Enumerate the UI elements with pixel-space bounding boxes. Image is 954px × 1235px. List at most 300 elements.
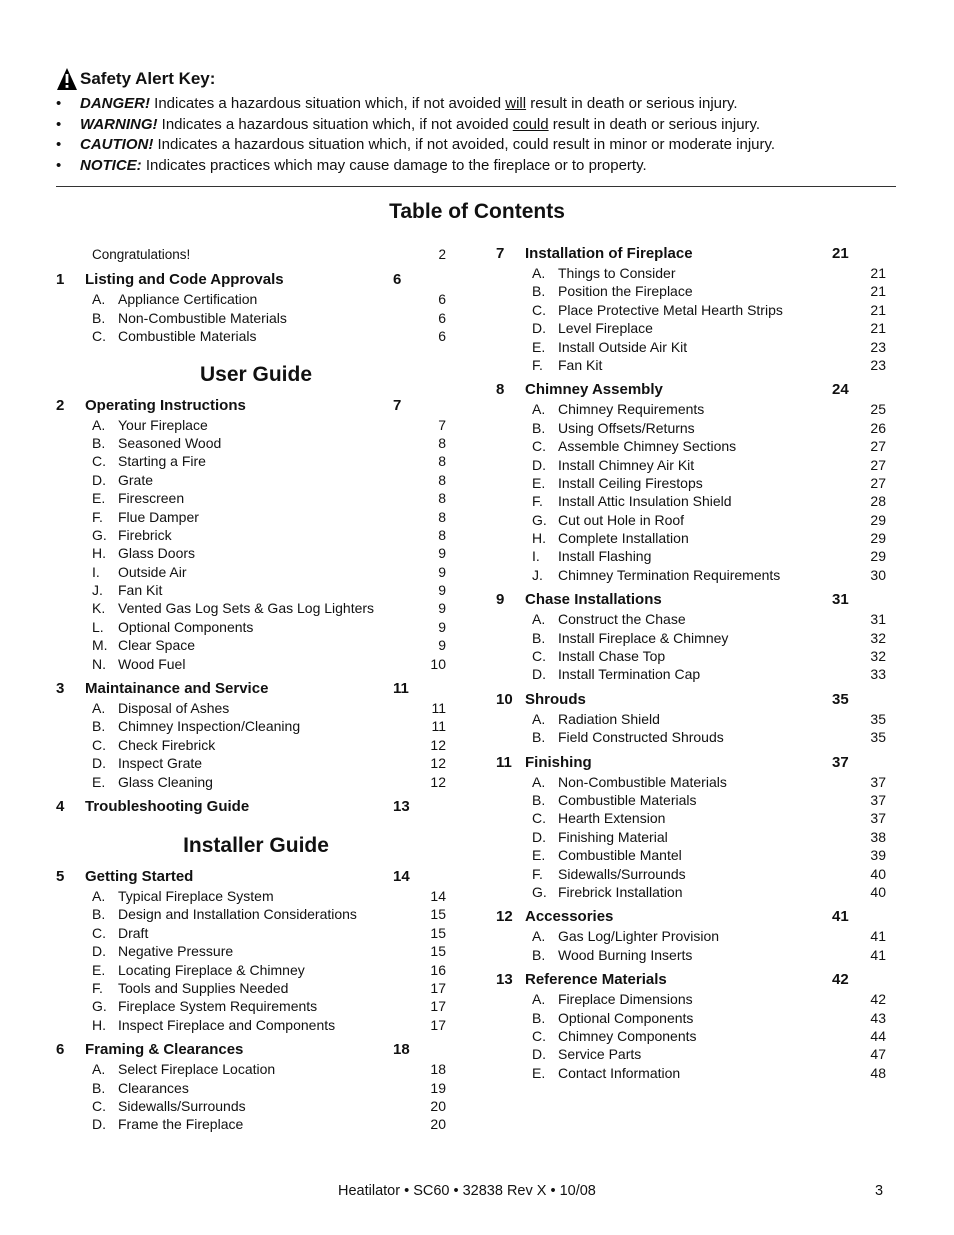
toc-subentry[interactable] xyxy=(496,338,888,356)
toc-subentry-label: Complete Installation xyxy=(558,530,689,547)
toc-page-number: 48 xyxy=(870,1064,886,1081)
toc-subentry-label: Starting a Fire xyxy=(118,453,206,470)
alert-term: WARNING! xyxy=(80,115,158,133)
alert-text-end: result in death or serious injury. xyxy=(548,115,761,133)
toc-page-number: 13 xyxy=(393,797,410,815)
toc-page-number: 10 xyxy=(430,655,446,672)
toc-page-number: 12 xyxy=(430,736,446,753)
toc-section-9[interactable] xyxy=(496,590,888,610)
toc-subentry[interactable] xyxy=(56,905,448,923)
toc-subentry[interactable] xyxy=(56,961,448,979)
toc-section-number: 3 xyxy=(56,680,65,698)
toc-subentry[interactable] xyxy=(496,1027,888,1045)
toc-subentry[interactable] xyxy=(56,1016,448,1034)
toc-subentry-letter: B. xyxy=(532,629,546,646)
toc-left-column xyxy=(56,246,448,1134)
toc-subentry-label: Chimney Components xyxy=(558,1027,697,1044)
toc-subentry-label: Sidewalls/Surrounds xyxy=(558,865,686,882)
toc-subentry[interactable] xyxy=(56,736,448,754)
toc-section-number: 6 xyxy=(56,1041,65,1059)
toc-subentry[interactable] xyxy=(496,456,888,474)
toc-section-7[interactable] xyxy=(496,244,888,264)
toc-section-number: 1 xyxy=(56,271,65,289)
toc-subentry[interactable] xyxy=(496,529,888,547)
toc-subentry-label: Chimney Inspection/Cleaning xyxy=(118,718,301,735)
toc-page-number: 28 xyxy=(870,493,886,510)
toc-section-label: Installation of Fireplace xyxy=(525,245,693,262)
toc-subentry[interactable] xyxy=(496,264,888,282)
toc-subentry[interactable] xyxy=(496,728,888,746)
toc-subentry-letter: C. xyxy=(92,1097,106,1114)
toc-section-label: Accessories xyxy=(525,908,614,926)
toc-subentry-label: Firescreen xyxy=(118,490,185,507)
toc-subentry[interactable] xyxy=(496,282,888,300)
toc-page-number: 29 xyxy=(870,530,886,547)
toc-subentry-label: Sidewalls/Surrounds xyxy=(118,1097,246,1114)
safety-alert-item xyxy=(56,156,896,177)
toc-subentry[interactable] xyxy=(56,1115,448,1133)
toc-subentry-letter: D. xyxy=(532,320,546,337)
toc-subentry-label: Radiation Shield xyxy=(558,710,660,727)
toc-subentry-letter: I. xyxy=(532,548,540,565)
toc-subentry-label: Install Termination Cap xyxy=(558,666,701,683)
toc-subentry-letter: B. xyxy=(532,283,546,300)
toc-page-number: 37 xyxy=(870,810,886,827)
toc-page-number: 37 xyxy=(832,753,849,771)
toc-page-number: 23 xyxy=(870,338,886,355)
toc-subentry[interactable] xyxy=(496,474,888,492)
toc-subentry-letter: A. xyxy=(92,291,106,308)
toc-page-number: 2 xyxy=(438,247,446,262)
toc-subentry-letter: A. xyxy=(532,611,546,628)
toc-subentry-label: Typical Fireplace System xyxy=(118,887,274,904)
toc-subentry[interactable] xyxy=(496,927,888,945)
toc-page-number: 6 xyxy=(438,309,446,326)
toc-subentry[interactable] xyxy=(496,647,888,665)
toc-subentry[interactable] xyxy=(496,665,888,683)
toc-subentry-label: Install Flashing xyxy=(558,548,652,565)
toc-subentry-label: Install Attic Insulation Shield xyxy=(558,493,732,510)
toc-subentry-label: Non-Combustible Materials xyxy=(558,773,727,790)
bullet: • xyxy=(56,136,62,153)
footer-text: Heatilator • SC60 • 32838 Rev X • 10/08 xyxy=(338,1183,596,1199)
toc-section-number: 7 xyxy=(496,245,505,262)
toc-subentry-label: Locating Fireplace & Chimney xyxy=(118,961,305,978)
toc-page-number: 8 xyxy=(438,434,446,451)
toc-subentry-letter: E. xyxy=(532,847,546,864)
toc-page-number: 43 xyxy=(870,1009,886,1026)
toc-subentry[interactable] xyxy=(496,883,888,901)
toc-subentry-letter: H. xyxy=(92,1016,106,1033)
toc-subentry[interactable] xyxy=(496,990,888,1008)
toc-subentry-letter: F. xyxy=(532,493,543,510)
toc-page-number: 30 xyxy=(870,566,886,583)
toc-subentry-letter: D. xyxy=(532,456,546,473)
toc-section-number: 11 xyxy=(496,753,512,771)
toc-section-13[interactable] xyxy=(496,970,888,990)
toc-subentry-letter: C. xyxy=(92,328,106,345)
toc-subentry-label: Wood Fuel xyxy=(118,655,186,672)
toc-page-number: 8 xyxy=(438,508,446,525)
toc-subentry-label: Optional Components xyxy=(558,1009,694,1026)
toc-subentry-label: Chimney Termination Requirements xyxy=(558,566,781,583)
toc-page-number: 37 xyxy=(870,773,886,790)
toc-section-12[interactable] xyxy=(496,907,888,927)
toc-subentry[interactable] xyxy=(496,846,888,864)
toc-subentry-label: Service Parts xyxy=(558,1046,642,1063)
toc-page-number: 21 xyxy=(832,245,849,262)
toc-subentry-letter: A. xyxy=(532,773,546,790)
safety-alert-item xyxy=(56,94,896,115)
toc-subentry[interactable] xyxy=(496,946,888,964)
toc-subentry-label: Grate xyxy=(118,471,154,488)
toc-subentry[interactable] xyxy=(56,416,448,434)
toc-subentry-letter: G. xyxy=(532,511,547,528)
toc-page-number: 27 xyxy=(870,438,886,455)
toc-section-3[interactable] xyxy=(56,679,448,699)
toc-subentry[interactable] xyxy=(496,400,888,418)
toc-subentry-letter: E. xyxy=(532,338,546,355)
toc-subentry[interactable] xyxy=(496,1064,888,1082)
toc-subentry-letter: C. xyxy=(532,438,546,455)
toc-page-number: 25 xyxy=(870,401,886,418)
toc-subentry-letter: A. xyxy=(532,265,546,281)
toc-subentry-letter: B. xyxy=(92,906,106,923)
toc-section-label: Operating Instructions xyxy=(85,396,246,414)
toc-page-number: 8 xyxy=(438,490,446,507)
toc-subentry-label: Firebrick xyxy=(118,526,172,543)
toc-subentry-label: Combustible Materials xyxy=(558,791,697,808)
toc-subentry-label: Install Chase Top xyxy=(558,648,666,665)
alert-text: Indicates a hazardous situation which, if not avoided xyxy=(161,115,513,133)
toc-subentry[interactable] xyxy=(56,717,448,735)
toc-subentry-label: Contact Information xyxy=(558,1064,681,1081)
toc-page-number: 6 xyxy=(393,271,402,289)
toc-page-number: 23 xyxy=(870,356,886,373)
toc-subentry-label: Fan Kit xyxy=(558,356,603,373)
toc-subentry-letter: D. xyxy=(92,943,106,960)
toc-subentry-label: Check Firebrick xyxy=(118,736,216,753)
toc-subentry-letter: B. xyxy=(92,718,106,735)
toc-subentry-label: Construct the Chase xyxy=(558,611,686,628)
toc-section-label: Listing and Code Approvals xyxy=(85,271,284,289)
toc-subentry-label: Place Protective Metal Hearth Strips xyxy=(558,301,783,318)
toc-page-number: 32 xyxy=(870,648,886,665)
toc-subentry-letter: C. xyxy=(92,453,106,470)
safety-alert-item xyxy=(56,115,896,136)
toc-subentry[interactable] xyxy=(496,809,888,827)
toc-subentry-label: Seasoned Wood xyxy=(118,434,222,451)
toc-subentry[interactable] xyxy=(496,791,888,809)
toc-section-6[interactable] xyxy=(56,1040,448,1060)
toc-section-5[interactable] xyxy=(56,867,448,887)
toc-section-number: 13 xyxy=(496,971,513,989)
toc-subentry-letter: N. xyxy=(92,655,106,672)
toc-subentry[interactable] xyxy=(56,290,448,308)
toc-section-number: 8 xyxy=(496,381,505,399)
toc-section-label: Chimney Assembly xyxy=(525,381,663,399)
toc-subentry-letter: A. xyxy=(92,887,106,904)
toc-subentry[interactable] xyxy=(56,544,448,562)
toc-subentry-label: Frame the Fireplace xyxy=(118,1116,244,1133)
toc-section-10[interactable] xyxy=(496,690,888,710)
toc-subentry[interactable] xyxy=(56,924,448,942)
toc-subentry-letter: C. xyxy=(92,924,106,941)
warning-triangle-icon xyxy=(56,66,78,92)
toc-subentry-label: Install Outside Air Kit xyxy=(558,338,688,355)
toc-page-number: 15 xyxy=(430,924,446,941)
toc-subentry-letter: M. xyxy=(92,637,108,654)
toc-page-number: 42 xyxy=(870,991,886,1008)
toc-subentry[interactable] xyxy=(496,629,888,647)
toc-subentry-label: Clearances xyxy=(118,1079,189,1096)
toc-subentry[interactable] xyxy=(56,1060,448,1078)
toc-subentry-label: Select Fireplace Location xyxy=(118,1061,276,1078)
toc-subentry-letter: B. xyxy=(532,946,546,963)
toc-page-number: 11 xyxy=(431,700,446,717)
toc-subentry-label: Optional Components xyxy=(118,618,254,635)
toc-subentry-label: Inspect Grate xyxy=(118,755,203,772)
toc-subentry[interactable] xyxy=(496,865,888,883)
toc-subentry[interactable] xyxy=(56,508,448,526)
toc-subentry-letter: D. xyxy=(92,471,106,488)
toc-subentry[interactable] xyxy=(496,610,888,628)
toc-page-number: 9 xyxy=(438,600,446,617)
toc-subentry-letter: F. xyxy=(92,508,103,525)
toc-subentry[interactable] xyxy=(496,773,888,791)
toc-page-number: 21 xyxy=(870,265,886,281)
toc-section-number: 4 xyxy=(56,797,65,815)
toc-entry-label: Congratulations! xyxy=(92,247,191,262)
alert-text-end: result in death or serious injury. xyxy=(526,95,738,112)
toc-subentry-label: Gas Log/Lighter Provision xyxy=(558,928,720,945)
toc-right-column xyxy=(496,244,888,1082)
toc-page-number: 9 xyxy=(438,582,446,599)
toc-subentry-letter: D. xyxy=(92,1116,106,1133)
toc-subentry[interactable] xyxy=(56,773,448,791)
toc-page-number: 29 xyxy=(870,548,886,565)
toc-page-number: 12 xyxy=(430,773,446,790)
toc-subentry[interactable] xyxy=(56,581,448,599)
toc-subentry-letter: K. xyxy=(92,600,106,617)
toc-page-number: 21 xyxy=(870,301,886,318)
toc-page-number: 7 xyxy=(438,416,446,433)
toc-page-number: 15 xyxy=(430,943,446,960)
toc-subentry-letter: C. xyxy=(532,301,546,318)
toc-subentry[interactable] xyxy=(496,511,888,529)
toc-page-number: 33 xyxy=(870,666,886,683)
alert-term: DANGER! xyxy=(80,95,150,112)
guide-heading: User Guide xyxy=(199,362,313,386)
toc-subentry[interactable] xyxy=(496,437,888,455)
toc-subentry[interactable] xyxy=(496,301,888,319)
toc-section-number: 10 xyxy=(496,690,513,708)
toc-subentry[interactable] xyxy=(496,356,888,374)
toc-subentry[interactable] xyxy=(56,887,448,905)
toc-subentry-letter: C. xyxy=(532,648,546,665)
toc-subentry-letter: J. xyxy=(92,582,103,599)
toc-page-number: 19 xyxy=(430,1079,446,1096)
toc-section-number: 12 xyxy=(496,908,513,926)
toc-page-number: 35 xyxy=(870,710,886,727)
toc-page-number: 41 xyxy=(870,946,886,963)
toc-subentry[interactable] xyxy=(56,1097,448,1115)
toc-subentry[interactable] xyxy=(496,492,888,510)
toc-subentry-letter: G. xyxy=(532,883,547,900)
toc-page-number: 7 xyxy=(393,396,402,414)
toc-subentry[interactable] xyxy=(496,319,888,337)
toc-subentry[interactable] xyxy=(56,655,448,673)
safety-alert-title-row xyxy=(56,66,896,92)
guide-heading: Installer Guide xyxy=(183,833,329,857)
toc-subentry[interactable] xyxy=(496,419,888,437)
toc-page-number: 8 xyxy=(438,526,446,543)
toc-subentry-label: Appliance Certification xyxy=(118,291,258,308)
toc-section-label: Framing & Clearances xyxy=(85,1041,244,1059)
toc-subentry-letter: H. xyxy=(92,545,106,562)
toc-page-number: 11 xyxy=(393,680,409,698)
toc-subentry-letter: A. xyxy=(92,1061,106,1078)
toc-subentry-label: Field Constructed Shrouds xyxy=(558,729,724,746)
toc-page-number: 9 xyxy=(438,637,446,654)
safety-alert-item xyxy=(56,135,896,156)
toc-subentry[interactable] xyxy=(496,710,888,728)
toc-subentry[interactable] xyxy=(56,636,448,654)
divider xyxy=(56,186,896,187)
toc-subentry-letter: C. xyxy=(532,810,546,827)
toc-page-number: 47 xyxy=(870,1046,886,1063)
toc-subentry[interactable] xyxy=(496,547,888,565)
toc-page-number: 24 xyxy=(832,381,849,399)
toc-subentry[interactable] xyxy=(56,979,448,997)
toc-section-label: Chase Installations xyxy=(525,591,662,609)
toc-subentry-letter: E. xyxy=(532,474,546,491)
toc-subentry-letter: E. xyxy=(92,773,106,790)
toc-subentry-label: Non-Combustible Materials xyxy=(118,309,287,326)
toc-subentry-label: Position the Fireplace xyxy=(558,283,693,300)
toc-page-number: 35 xyxy=(832,690,849,708)
toc-subentry-label: Assemble Chimney Sections xyxy=(558,438,737,455)
toc-subentry-label: Install Ceiling Firestops xyxy=(558,474,703,491)
toc-subentry[interactable] xyxy=(56,327,448,345)
safety-alert-title: Safety Alert Key: xyxy=(80,69,216,88)
toc-page-number: 17 xyxy=(430,998,446,1015)
toc-subentry[interactable] xyxy=(496,566,888,584)
safety-alert-list xyxy=(56,94,896,176)
toc-subentry-label: Design and Installation Considerations xyxy=(118,906,357,923)
toc-subentry-label: Combustible Mantel xyxy=(558,847,682,864)
toc-subentry[interactable] xyxy=(56,471,448,489)
toc-page-number: 32 xyxy=(870,629,886,646)
toc-page-number: 35 xyxy=(870,729,886,746)
toc-entry-intro[interactable] xyxy=(56,246,448,264)
toc-subentry[interactable] xyxy=(56,754,448,772)
toc-page-number: 18 xyxy=(430,1061,446,1078)
toc-subentry-letter: I. xyxy=(92,563,100,580)
toc-subentry[interactable] xyxy=(56,526,448,544)
toc-section-4[interactable] xyxy=(56,797,448,817)
toc-subentry-letter: D. xyxy=(92,755,106,772)
toc-subentry-label: Flue Damper xyxy=(118,508,199,525)
toc-subentry-label: Fan Kit xyxy=(118,582,163,599)
toc-subentry-letter: A. xyxy=(532,710,546,727)
toc-subentry-letter: E. xyxy=(532,1064,546,1081)
toc-page-number: 31 xyxy=(870,611,886,628)
toc-subentry-letter: D. xyxy=(532,666,546,683)
toc-page-number: 12 xyxy=(430,755,446,772)
toc-section-2[interactable] xyxy=(56,396,448,416)
toc-page-number: 37 xyxy=(870,791,886,808)
toc-subentry[interactable] xyxy=(56,309,448,327)
toc-subentry-label: Finishing Material xyxy=(558,828,668,845)
bullet: • xyxy=(56,156,62,174)
toc-title: Table of Contents xyxy=(389,200,565,223)
toc-subentry-label: Hearth Extension xyxy=(558,810,666,827)
toc-subentry-label: Wood Burning Inserts xyxy=(558,946,693,963)
toc-subentry[interactable] xyxy=(56,489,448,507)
toc-subentry-letter: A. xyxy=(532,991,546,1008)
toc-section-1[interactable] xyxy=(56,270,448,290)
toc-subentry[interactable] xyxy=(56,1079,448,1097)
toc-subentry-letter: L. xyxy=(92,618,104,635)
toc-subentry[interactable] xyxy=(56,599,448,617)
alert-text: Indicates a hazardous situation which, if not avoided xyxy=(154,95,506,112)
toc-section-8[interactable] xyxy=(496,380,888,400)
page-number: 3 xyxy=(875,1183,884,1199)
toc-page-number: 27 xyxy=(870,474,886,491)
toc-subentry[interactable] xyxy=(56,452,448,470)
toc-section-label: Getting Started xyxy=(85,867,194,885)
toc-subentry[interactable] xyxy=(56,434,448,452)
toc-subentry-label: Level Fireplace xyxy=(558,320,653,337)
toc-subentry-letter: G. xyxy=(92,998,107,1015)
toc-subentry-label: Tools and Supplies Needed xyxy=(118,979,289,996)
bullet: • xyxy=(56,115,62,133)
toc-subentry[interactable] xyxy=(56,699,448,717)
toc-subentry-letter: A. xyxy=(532,928,546,945)
alert-emphasis: could xyxy=(512,115,549,133)
toc-subentry[interactable] xyxy=(496,1045,888,1063)
toc-subentry[interactable] xyxy=(56,997,448,1015)
toc-subentry-letter: B. xyxy=(92,434,106,451)
toc-section-11[interactable] xyxy=(496,753,888,773)
toc-subentry[interactable] xyxy=(496,1009,888,1027)
toc-page-number: 20 xyxy=(430,1116,446,1133)
toc-page-number: 9 xyxy=(438,545,446,562)
toc-subentry-letter: E. xyxy=(92,490,106,507)
toc-subentry-letter: E. xyxy=(92,961,106,978)
alert-term: CAUTION! xyxy=(80,136,154,153)
toc-subentry-letter: D. xyxy=(532,828,546,845)
toc-section-label: Reference Materials xyxy=(525,971,667,989)
toc-subentry-letter: B. xyxy=(532,729,546,746)
toc-page-number: 31 xyxy=(832,591,849,609)
toc-subentry[interactable] xyxy=(56,618,448,636)
toc-subentry-label: Things to Consider xyxy=(558,265,676,281)
toc-subentry-label: Fireplace System Requirements xyxy=(118,998,318,1015)
toc-page-number: 6 xyxy=(438,328,446,345)
toc-subentry[interactable] xyxy=(496,828,888,846)
toc-page-number: 27 xyxy=(870,456,886,473)
toc-page-number: 40 xyxy=(870,883,886,900)
toc-subentry-label: Install Fireplace & Chimney xyxy=(558,629,729,646)
toc-subentry[interactable] xyxy=(56,942,448,960)
toc-subentry-label: Draft xyxy=(118,924,149,941)
toc-page-number: 6 xyxy=(438,291,446,308)
toc-subentry-letter: A. xyxy=(92,416,106,433)
toc-subentry[interactable] xyxy=(56,563,448,581)
toc-section-number: 5 xyxy=(56,867,65,885)
